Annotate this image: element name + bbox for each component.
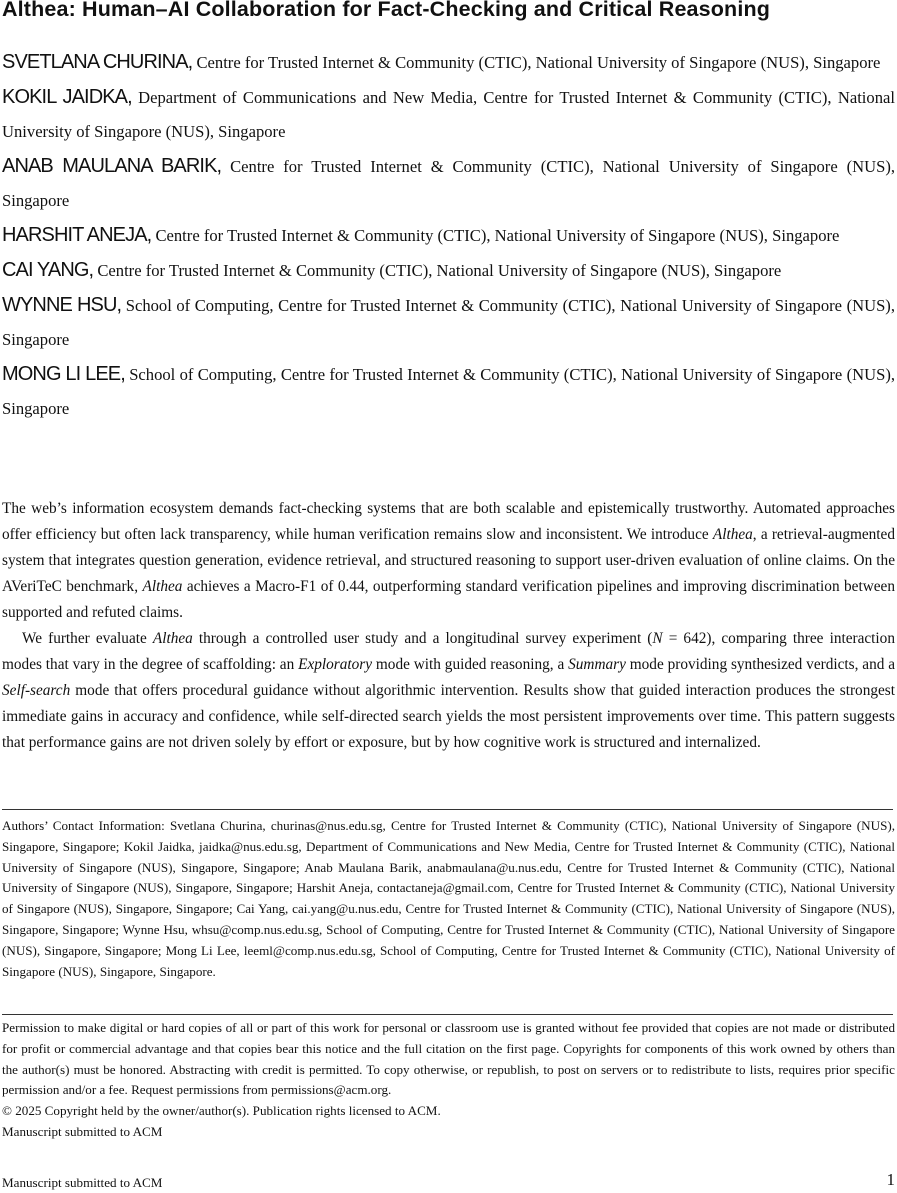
system-name: Althea [142, 578, 183, 595]
permission-text: Permission to make digital or hard copies of all or part of this work for personal or classroom use is granted without fee provided that copies are not made or distributed for profit or commercial advantage and that copies bear this notice and the full citation on the first page. Copyrights for components of this work owned by others than the author(s) must be honored. Abstracting with credit is permitted. To copy otherwise, or republish, to post on servers or to redistribute to lists, requires prior specific permission and/or a fee. Request permissions from permissions@acm.org. [2, 1020, 895, 1098]
author-entry [2, 80, 895, 149]
page-number: 1 [886, 1170, 895, 1189]
author-affiliation: Centre for Trusted Internet & Community (CTIC), National University of Singapore (NUS), Singapore [196, 53, 881, 72]
author-name: ANAB MAULANA BARIK, [2, 155, 222, 177]
author-affiliation: School of Computing, Centre for Trusted Internet & Community (CTIC), National University of Singapore (NUS), Singapore [2, 365, 895, 418]
system-name: Althea [152, 630, 193, 647]
divider [2, 1014, 893, 1015]
abstract-text: through a controlled user study and a longitudinal survey experiment ( [192, 630, 653, 647]
author-affiliation: Centre for Trusted Internet & Community (CTIC), National University of Singapore (NUS), Singapore [155, 226, 840, 245]
author-affiliation: School of Computing, Centre for Trusted Internet & Community (CTIC), National University of Singapore (NUS), Singapore [2, 296, 895, 349]
author-entry [2, 149, 895, 218]
submission-note: Manuscript submitted to ACM [2, 1123, 163, 1139]
author-entry [2, 45, 895, 80]
abstract-text: We further evaluate [22, 630, 153, 647]
permission-notice [2, 1018, 895, 1143]
abstract-text: mode providing synthesized verdicts, and a [625, 656, 896, 673]
author-entry [2, 218, 895, 253]
contact-information: Authors’ Contact Information: Svetlana Churina, churinas@nus.edu.sg, Centre for Trusted Internet & Community (CTIC), National University of Singapore (NUS), Singapore, Singapore; Kokil Jaidka, jaidka@nus.edu.sg, Department of Communications and New Media, Centre for Trusted Internet & Community (CTIC), National University of Singapore (NUS), Singapore, Singapore; Anab Maulana Barik, anabmaulana@u.nus.edu, Centre for Trusted Internet & Community (CTIC), National University of Singapore (NUS), Singapore, Singapore; Harshit Aneja, contactaneja@gmail.com, Centre for Trusted Internet & Community (CTIC), National University of Singapore (NUS), Singapore, Singapore; Cai Yang, cai.yang@u.nus.edu, Centre for Trusted Internet & Community (CTIC), National University of Singapore (NUS), Singapore, Singapore; Wynne Hsu, whsu@comp.nus.edu.sg, School of Computing, Centre for Trusted Internet & Community (CTIC), National University of Singapore (NUS), Singapore, Singapore; Mong Li Lee, leeml@comp.nus.edu.sg, School of Computing, Centre for Trusted Internet & Community (CTIC), National University of Singapore (NUS), Singapore, Singapore. [2, 818, 895, 979]
abstract-text: , a retrieval-augmented system that integrates question generation, evidence retrieval, and structured reasoning to support user-driven evaluation of online claims. On the AVeriTeC benchmark, [2, 526, 895, 595]
paper-title: Althea: Human–AI Collaboration for Fact-Checking and Critical Reasoning [2, 0, 771, 21]
abstract-text: mode with guided reasoning, a [372, 656, 569, 673]
author-entry [2, 357, 895, 426]
author-name: MONG LI LEE, [2, 363, 125, 385]
abstract-text: The web’s information ecosystem demands fact-checking systems that are both scalable and epistemically trustworthy. Automated approaches offer efficiency but often lack transparency, while human verification remains slow and inconsistent. We introduce [2, 500, 895, 543]
abstract-text: = 642), comparing three interaction modes that vary in the degree of scaffolding: an [2, 630, 895, 673]
author-name: HARSHIT ANEJA, [2, 224, 152, 246]
system-name: Althea [712, 526, 753, 543]
abstract-text: achieves a Macro-F1 of 0.44, outperforming standard verification pipelines and improving discrimination between supported and refuted claims. [2, 578, 895, 621]
abstract-text: mode that offers procedural guidance without algorithmic intervention. Results show that guided interaction produces the strongest immediate gains in accuracy and confidence, while self-directed search yields the most persistent improvements over time. This pattern suggests that performance gains are not driven solely by effort or exposure, but by how cognitive work is structured and internalized. [2, 682, 895, 751]
mode-name: Self-search [2, 682, 71, 699]
author-name: SVETLANA CHURINA, [2, 51, 193, 73]
author-entry [2, 288, 895, 357]
abstract-paragraph [2, 626, 895, 756]
author-name: WYNNE HSU, [2, 294, 122, 316]
divider [2, 809, 893, 810]
author-name: KOKIL JAIDKA, [2, 86, 132, 108]
abstract [2, 496, 895, 756]
author-list [2, 45, 895, 426]
author-name: CAI YANG, [2, 259, 94, 281]
author-affiliation: Centre for Trusted Internet & Community (CTIC), National University of Singapore (NUS), Singapore [2, 157, 895, 210]
footer-note: Manuscript submitted to ACM [2, 1175, 163, 1190]
mode-name: Summary [568, 656, 626, 673]
author-entry [2, 253, 895, 288]
sample-size-symbol: N [652, 630, 663, 647]
copyright-line: © 2025 Copyright held by the owner/author(s). Publication rights licensed to ACM. [2, 1103, 441, 1119]
author-affiliation: Centre for Trusted Internet & Community (CTIC), National University of Singapore (NUS), Singapore [97, 261, 782, 280]
author-affiliation: Department of Communications and New Media, Centre for Trusted Internet & Community (CTIC), National University of Singapore (NUS), Singapore [2, 88, 895, 141]
mode-name: Exploratory [298, 656, 373, 673]
abstract-paragraph [2, 496, 895, 626]
